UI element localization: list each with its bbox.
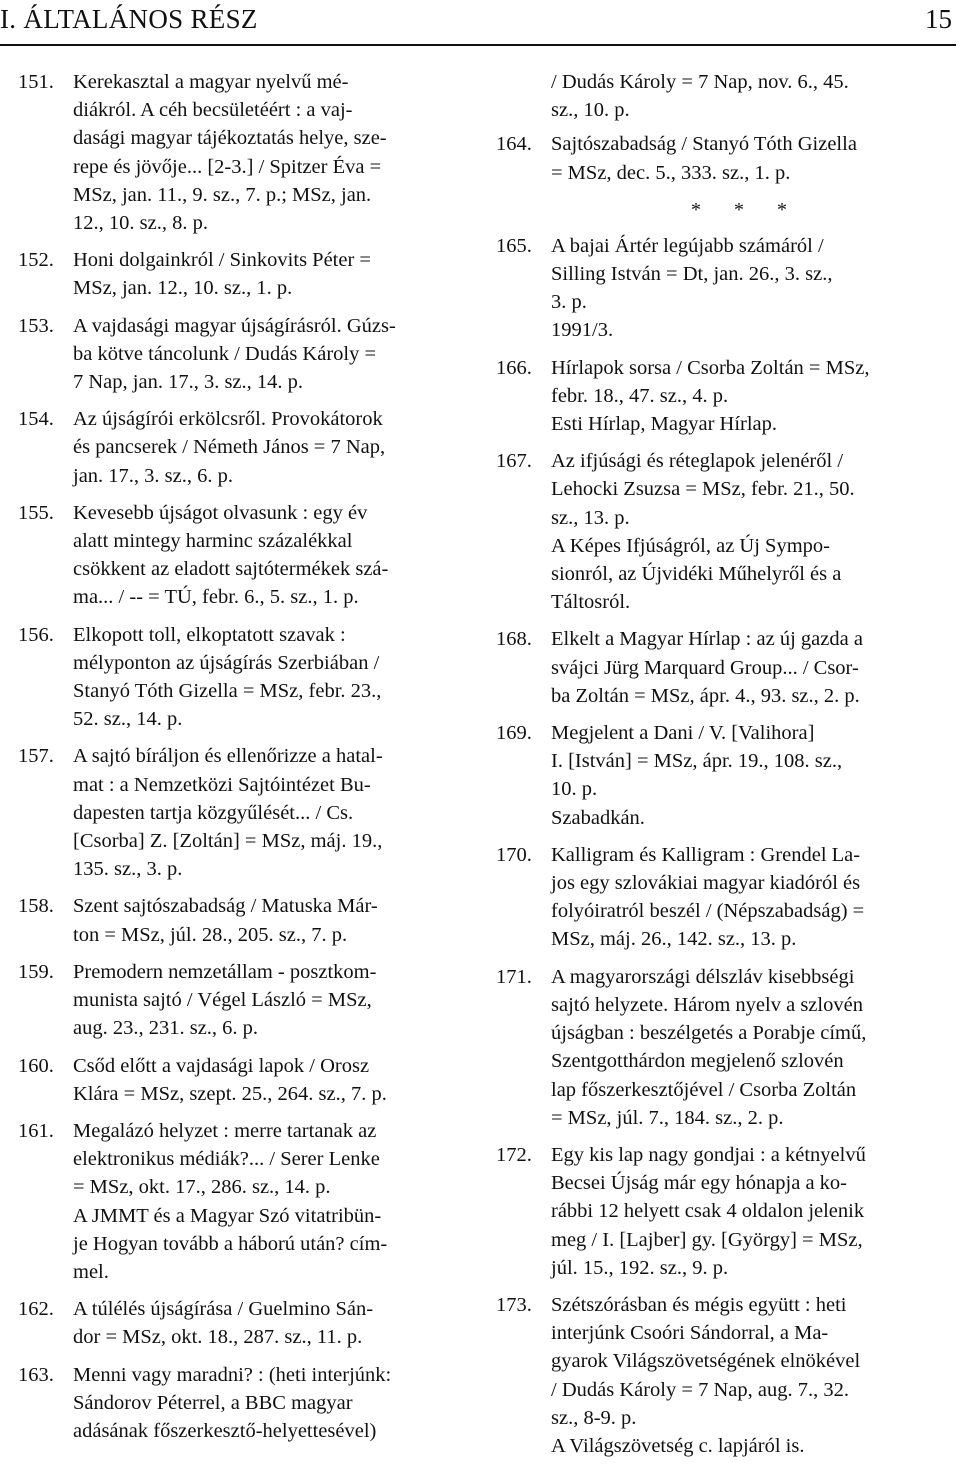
entry-text-line: A vajdasági magyar újságírásról. Gúzs- <box>73 314 396 337</box>
entry-text-line: sz., 10. p. <box>551 99 630 122</box>
entry-number: 160. <box>18 1054 54 1077</box>
entry-text-line: adásának főszerkesztő-helyettesével) <box>73 1419 377 1442</box>
entry-text-line: folyóiratról beszél / (Népszabadság) = <box>551 900 865 923</box>
entry-text-line: gyarok Világszövetségének elnökével <box>551 1350 861 1373</box>
entry-text-line: meg / I. [Lajber] gy. [György] = MSz, <box>551 1228 863 1251</box>
entry-text-line: Megalázó helyzet : merre tartanak az <box>73 1119 377 1142</box>
bibliography-entry <box>496 447 956 616</box>
entry-number: 167. <box>496 450 532 473</box>
entry-text-line: Szabadkán. <box>551 806 645 829</box>
bibliography-entry <box>18 68 458 237</box>
bibliography-entry <box>496 963 956 1132</box>
entry-text-line: Táltosról. <box>551 591 631 614</box>
bibliography-entry <box>496 841 956 954</box>
entry-text-line: jos egy szlovákiai magyar kiadóról és <box>551 872 861 895</box>
bibliography-entry <box>18 1295 458 1351</box>
entry-number: 156. <box>18 623 54 646</box>
bibliography-entry <box>496 719 956 832</box>
bibliography-entry <box>496 130 956 186</box>
entry-text-line: / Dudás Károly = 7 Nap, nov. 6., 45. <box>551 71 849 93</box>
entry-text-line: A magyarországi délszláv kisebbségi <box>551 965 855 988</box>
entry-text-line: diákról. A céh becsületéért : a vaj- <box>73 99 353 122</box>
entry-text-line: mel. <box>73 1260 109 1283</box>
entry-text-line: / Dudás Károly = 7 Nap, aug. 7., 32. <box>551 1378 849 1401</box>
entry-text-line: MSz, jan. 11., 9. sz., 7. p.; MSz, jan. <box>73 183 372 206</box>
entry-text-line: 12., 10. sz., 8. p. <box>73 212 208 235</box>
entry-text-line: A Világszövetség c. lapjáról is. <box>551 1434 805 1457</box>
entry-number: 161. <box>18 1119 54 1142</box>
entry-text-line: Az újságírói erkölcsről. Provokátorok <box>73 408 383 431</box>
entry-number: 168. <box>496 628 532 651</box>
entry-text-line: interjúnk Csoóri Sándorral, a Ma- <box>551 1322 829 1345</box>
entry-number: 169. <box>496 722 532 745</box>
entry-text-line: 52. sz., 14. p. <box>73 708 183 731</box>
bibliography-entry <box>496 232 956 345</box>
entry-number: 164. <box>496 133 532 156</box>
entry-text-line: Szétszórásban és mégis együtt : heti <box>551 1293 847 1316</box>
entry-text-line: dasági magyar tájékoztatás helye, sze- <box>73 127 387 150</box>
right-column <box>496 68 956 1469</box>
entry-number: 162. <box>18 1298 54 1321</box>
entry-text-line: Lehocki Zsuzsa = MSz, febr. 21., 50. <box>551 478 855 501</box>
entry-text-line: Silling István = Dt, jan. 26., 3. sz., <box>551 263 833 286</box>
entry-text-line: mélyponton az újságírás Szerbiában / <box>73 651 380 674</box>
section-separator: * * * <box>691 198 801 221</box>
bibliography-entry <box>18 1361 458 1446</box>
entry-text-line: dor = MSz, okt. 18., 287. sz., 11. p. <box>73 1326 363 1349</box>
bibliography-entry <box>496 354 956 439</box>
entry-text-line: A JMMT és a Magyar Szó vitatribün- <box>73 1204 382 1227</box>
entry-text-line: ma... / -- = TÚ, febr. 6., 5. sz., 1. p. <box>73 586 359 609</box>
entry-text-line: júl. 15., 192. sz., 9. p. <box>551 1256 729 1279</box>
entry-text-line: Szent sajtószabadság / Matuska Már- <box>73 895 378 918</box>
bibliography-entry <box>496 1291 956 1460</box>
bibliography-entry <box>18 958 458 1043</box>
bibliography-entry <box>18 499 458 612</box>
entry-text-line: I. [István] = MSz, ápr. 19., 108. sz., <box>551 750 843 773</box>
entry-text-line: Szentgotthárdon megjelenő szlovén <box>551 1050 844 1073</box>
entry-text-line: dapesten tartja közgyűlését... / Cs. <box>73 801 354 824</box>
entry-text-line: febr. 18., 47. sz., 4. p. <box>551 384 729 407</box>
entry-text-line: MSz, jan. 12., 10. sz., 1. p. <box>73 277 293 300</box>
entry-text-line: Megjelent a Dani / V. [Valihora] <box>551 722 815 745</box>
entry-number: 158. <box>18 895 54 918</box>
entry-text-line: újságban : beszélgetés a Porabje című, <box>551 1022 867 1045</box>
entry-text-line: Az ifjúsági és réteglapok jelenéről / <box>551 450 844 473</box>
entry-text-line: és pancserek / Németh János = 7 Nap, <box>73 436 386 459</box>
entry-text-line: [Csorba] Z. [Zoltán] = MSz, máj. 19., <box>73 830 383 853</box>
entry-text-line: Kalligram és Kalligram : Grendel La- <box>551 843 861 866</box>
entry-text-line: ba Zoltán = MSz, ápr. 4., 93. sz., 2. p. <box>551 684 860 707</box>
page-header <box>0 0 956 46</box>
entry-text-line: sionról, az Újvidéki Műhelyről és a <box>551 563 842 586</box>
section-title: I. ÁLTALÁNOS RÉSZ <box>0 4 258 34</box>
entry-text-line: 1991/3. <box>551 319 614 342</box>
entry-number: 173. <box>496 1293 532 1316</box>
entry-text-line: Csőd előtt a vajdasági lapok / Orosz <box>73 1054 370 1077</box>
bibliography-entry <box>496 1141 956 1282</box>
bibliography-entry <box>496 625 956 710</box>
entry-text-line: Egy kis lap nagy gondjai : a kétnyelvű <box>551 1143 866 1166</box>
entry-text-line: Becsei Újság már egy hónapja a ko- <box>551 1172 848 1195</box>
entry-number: 152. <box>18 249 54 272</box>
entry-number: 165. <box>496 234 532 257</box>
entry-text-line: A Képes Ifjúságról, az Új Sympo- <box>551 534 830 557</box>
bibliography-entry <box>496 68 956 124</box>
entry-text-line: sz., 8-9. p. <box>551 1406 637 1429</box>
entry-text-line: A túlélés újságírása / Guelmino Sán- <box>73 1298 374 1321</box>
entry-number: 159. <box>18 960 54 983</box>
entry-text-line: Elkopott toll, elkoptatott szavak : <box>73 623 346 646</box>
entry-text-line: Hírlapok sorsa / Csorba Zoltán = MSz, <box>551 356 870 379</box>
entry-text-line: ba kötve táncolunk / Dudás Károly = <box>73 342 377 365</box>
entry-text-line: svájci Jürg Marquard Group... / Csor- <box>551 656 859 679</box>
bibliography-entry <box>18 246 458 302</box>
entry-number: 166. <box>496 356 532 379</box>
entry-text-line: MSz, máj. 26., 142. sz., 13. p. <box>551 928 797 951</box>
entry-text-line: mat : a Nemzetközi Sajtóintézet Bu- <box>73 773 371 796</box>
entry-text-line: sajtó helyzete. Három nyelv a szlovén <box>551 993 863 1016</box>
entry-text-line: = MSz, okt. 17., 286. sz., 14. p. <box>73 1176 331 1199</box>
entry-number: 154. <box>18 408 54 431</box>
entry-text-line: = MSz, dec. 5., 333. sz., 1. p. <box>551 161 791 184</box>
entry-number: 153. <box>18 314 54 337</box>
entry-number: 172. <box>496 1143 532 1166</box>
entry-text-line: 135. sz., 3. p. <box>73 858 183 881</box>
bibliography-entry <box>18 312 458 397</box>
entry-text-line: Honi dolgainkról / Sinkovits Péter = <box>73 249 371 272</box>
entry-text-line: Klára = MSz, szept. 25., 264. sz., 7. p. <box>73 1082 387 1105</box>
entry-text-line: Menni vagy maradni? : (heti interjúnk: <box>73 1363 392 1386</box>
entry-text-line: 10. p. <box>551 778 598 801</box>
entry-text-line: Premodern nemzetállam - posztkom- <box>73 960 377 983</box>
entry-number: 163. <box>18 1363 54 1386</box>
entry-text-line: Kevesebb újságot olvasunk : egy év <box>73 501 368 524</box>
entry-text-line: Sajtószabadság / Stanyó Tóth Gizella <box>551 133 857 156</box>
entry-text-line: Esti Hírlap, Magyar Hírlap. <box>551 413 778 436</box>
entry-number: 155. <box>18 501 54 524</box>
entry-text-line: = MSz, júl. 7., 184. sz., 2. p. <box>551 1106 784 1129</box>
left-column <box>18 68 458 1454</box>
entry-text-line: Stanyó Tóth Gizella = MSz, febr. 23., <box>73 680 382 703</box>
bibliography-entry <box>18 742 458 883</box>
entry-text-line: lap főszerkesztőjével / Csorba Zoltán <box>551 1078 857 1101</box>
entry-number: 151. <box>18 71 54 93</box>
entry-text-line: rábbi 12 helyett csak 4 oldalon jelenik <box>551 1200 865 1223</box>
entry-text-line: munista sajtó / Végel László = MSz, <box>73 989 372 1012</box>
entry-text-line: je Hogyan tovább a háború után? cím- <box>73 1232 388 1255</box>
entry-text-line: Kerekasztal a magyar nyelvű mé- <box>73 71 349 93</box>
entry-text-line: repe és jövője... [2-3.] / Spitzer Éva = <box>73 155 382 178</box>
page-number: 15 <box>925 4 952 34</box>
entry-text-line: 3. p. <box>551 291 587 314</box>
entry-text-line: aug. 23., 231. sz., 6. p. <box>73 1017 259 1040</box>
entry-text-line: elektronikus médiák?... / Serer Lenke <box>73 1148 380 1171</box>
entry-text-line: jan. 17., 3. sz., 6. p. <box>73 464 233 487</box>
entry-text-line: A bajai Ártér legújabb számáról / <box>551 234 824 257</box>
entry-text-line: A sajtó bíráljon és ellenőrizze a hatal- <box>73 745 383 768</box>
entry-number: 171. <box>496 965 532 988</box>
entry-number: 170. <box>496 843 532 866</box>
entry-text-line: ton = MSz, júl. 28., 205. sz., 7. p. <box>73 923 348 946</box>
entry-text-line: Elkelt a Magyar Hírlap : az új gazda a <box>551 628 863 651</box>
entry-number: 157. <box>18 745 54 768</box>
bibliography-entry <box>18 621 458 734</box>
entry-text-line: alatt mintegy harminc százalékkal <box>73 530 353 553</box>
entry-text-line: sz., 13. p. <box>551 506 630 529</box>
bibliography-entry <box>18 892 458 948</box>
entry-text-line: 7 Nap, jan. 17., 3. sz., 14. p. <box>73 371 304 394</box>
entry-text-line: Sándorov Péterrel, a BBC magyar <box>73 1391 353 1414</box>
entry-text-line: csökkent az eladott sajtótermékek szá- <box>73 558 389 581</box>
bibliography-entry <box>18 1052 458 1108</box>
bibliography-entry <box>18 1117 458 1286</box>
bibliography-entry <box>18 405 458 490</box>
